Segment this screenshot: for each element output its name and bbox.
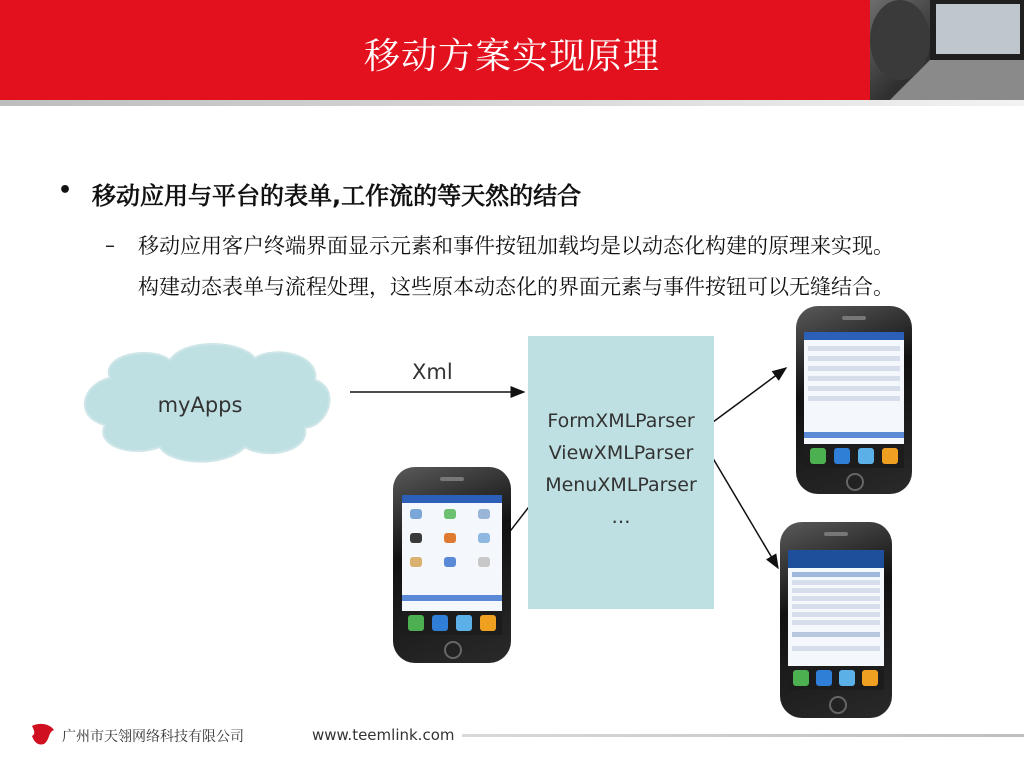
cloud-label: myApps (157, 393, 243, 417)
parser-form: FormXMLParser (547, 410, 695, 432)
view-phone (780, 522, 892, 718)
parser-menu: MenuXMLParser (545, 474, 697, 496)
menu-phone (393, 467, 511, 663)
parser-box (528, 336, 714, 609)
xml-arrow-label: Xml (412, 360, 453, 384)
slide-title: 移动方案实现原理 (363, 36, 660, 77)
bullet-main-text: 移动应用与平台的表单,工作流的等天然的结合 (92, 182, 582, 210)
arrow-to-form-phone (709, 368, 786, 425)
form-phone (796, 306, 912, 494)
parser-ellipsis: … (611, 506, 631, 528)
parser-view: ViewXMLParser (548, 442, 694, 464)
arrow-to-view-phone (711, 455, 778, 568)
form-phone-screen (804, 332, 904, 468)
sub-bullet-line-2: 构建动态表单与流程处理，这些原本动态化的界面元素与事件按钮可以无缝结合。 (138, 275, 894, 299)
bullet-dot: • (58, 178, 73, 203)
sub-bullet-dash: – (105, 233, 115, 257)
sub-bullet-line-1: 移动应用客户终端界面显示元素和事件按钮加载均是以动态化构建的原理来实现。 (138, 234, 894, 258)
footer-divider (462, 734, 1024, 737)
footer-company: 广州市天翎网络科技有限公司 (62, 729, 244, 745)
footer-url: www.teemlink.com (312, 726, 455, 744)
view-phone-screen (788, 550, 884, 690)
menu-phone-screen (402, 495, 502, 635)
company-logo (28, 720, 58, 750)
